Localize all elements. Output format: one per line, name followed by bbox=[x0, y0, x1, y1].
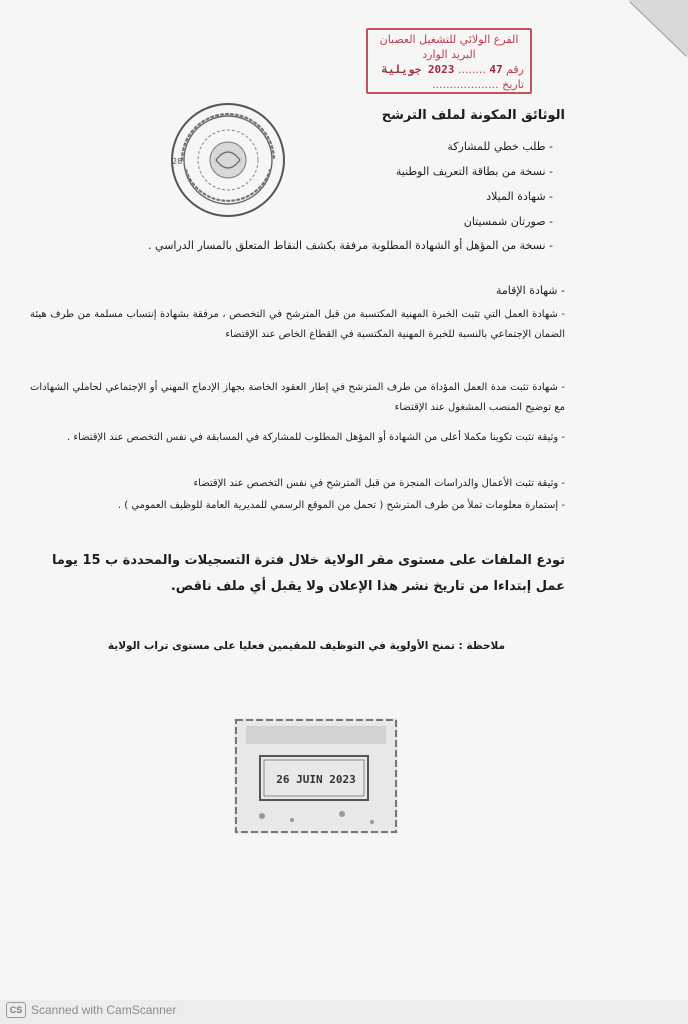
submission-notice: تودع الملفات على مستوى مقر الولاية خلال فترة التسجيلات والمحددة ب 15 يوما عمل إبتداءا من تاريخ نشر هذا الإعلان ولا يقبل أي ملف ناقص. bbox=[51, 553, 565, 594]
stamp-number-row: رقم 47 ........ 2023 جويلية bbox=[381, 63, 524, 76]
list-item: - شهادة الإقامة bbox=[496, 284, 565, 297]
stamp-date-row: تاريخ ................... bbox=[432, 78, 524, 91]
incoming-mail-stamp bbox=[366, 28, 532, 94]
list-item: - شهادة الميلاد bbox=[486, 190, 553, 203]
list-item: - صورتان شمسيتان bbox=[463, 215, 553, 228]
stamp-date-text: 26 JUIN 2023 bbox=[276, 773, 356, 786]
paragraph-item: - وثيقة تثبت تكوينا مكملا أعلى من الشهادة أو المؤهل المطلوب للمشاركة في المسابقة في نفس التخصص عند الإقتضاء . bbox=[66, 432, 565, 443]
list-item: - نسخة من المؤهل أو الشهادة المطلوبة مرفقة بكشف النقاط المتعلق بالمسار الدراسي . bbox=[148, 239, 553, 252]
stamp-date-label: تاريخ bbox=[502, 78, 524, 91]
stamp-office-name: الفرع الولائي للتشغيل العصبان bbox=[379, 33, 519, 46]
stamp-mail-label: البريد الوارد bbox=[422, 48, 476, 61]
folded-corner bbox=[618, 0, 688, 60]
stamp-number-label: رقم bbox=[506, 63, 524, 76]
round-official-seal bbox=[168, 100, 288, 220]
paragraph-item: - إستمارة معلومات تملأ من طرف المترشح ( تحمل من الموقع الرسمي للمديرية العامة للوظيف العمومي ) . bbox=[117, 500, 565, 511]
camscanner-logo-icon: CS bbox=[6, 1002, 26, 1018]
priority-note: ملاحظة : تمنح الأولوية في التوظيف للمقيمين فعليا على مستوى تراب الولاية bbox=[107, 640, 505, 652]
scanner-watermark bbox=[6, 1002, 176, 1018]
svg-text:28: 28 bbox=[172, 157, 183, 166]
date-received-stamp bbox=[232, 716, 400, 836]
paragraph-item: - وثيقة تثبت الأعمال والدراسات المنجزة من قبل المترشح في نفس التخصص عند الإقتضاء bbox=[193, 478, 565, 489]
stamp-number-value: 47 bbox=[489, 63, 503, 76]
document-title: الوثائق المكونة لملف الترشح bbox=[381, 108, 565, 123]
paragraph-item: - شهادة العمل التي تثبت الخبرة المهنية المكتسبة من قبل المترشح في التخصص ، مرفقة بشهادة إنتساب مسلمة من طرف هيئة الضمان الإجتماعي بالنسبة للخبرة المهنية المكتسبة في القطاع الخاص عند الإقتضاء bbox=[30, 309, 565, 340]
watermark-text: Scanned with CamScanner bbox=[31, 1003, 177, 1017]
stamp-date-value: 2023 جويلية bbox=[381, 63, 455, 76]
paragraph-item: - شهادة تثبت مدة العمل المؤداة من طرف المترشح في إطار العقود الخاصة بجهاز الإدماج المهني أو الإجتماعي لحاملي الشهادات مع توضيح المنصب المشغول عند الإقتضاء bbox=[30, 382, 565, 413]
list-item: - طلب خطي للمشاركة bbox=[447, 140, 553, 153]
list-item: - نسخة من بطاقة التعريف الوطنية bbox=[395, 165, 553, 178]
